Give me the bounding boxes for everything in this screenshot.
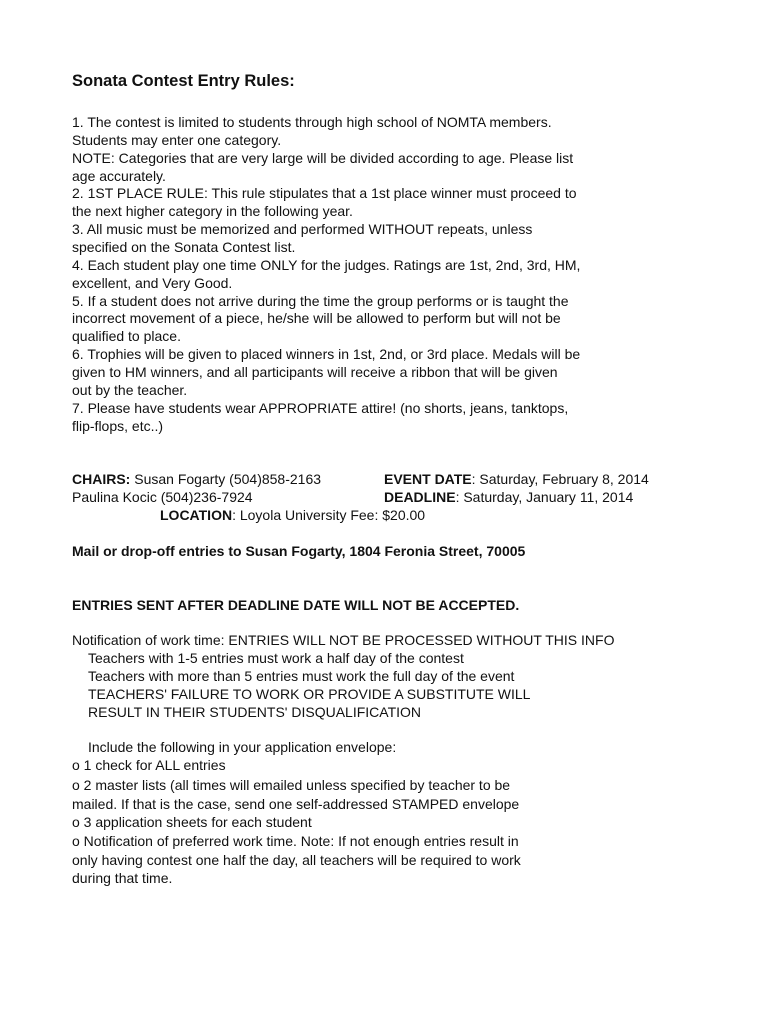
notification-line: TEACHERS' FAILURE TO WORK OR PROVIDE A SUBSTITUTE WILL: [88, 686, 531, 702]
envelope-intro: Include the following in your application envelope:: [88, 739, 397, 755]
rule-line: given to HM winners, and all participants will receive a ribbon that will be given: [72, 364, 558, 380]
rule-line: 6. Trophies will be given to placed winners in 1st, 2nd, or 3rd place. Medals will be: [72, 346, 581, 362]
notification-line: RESULT IN THEIR STUDENTS' DISQUALIFICATION: [88, 704, 422, 720]
rule-line: 4. Each student play one time ONLY for the judges. Ratings are 1st, 2nd, 3rd, HM,: [72, 257, 581, 273]
location-value: : Loyola University Fee: $20.00: [232, 507, 426, 523]
rule-line: the next higher category in the following year.: [72, 203, 353, 219]
envelope-item: o Notification of preferred work time. Note: If not enough entries result in: [72, 833, 519, 849]
page-title: Sonata Contest Entry Rules:: [72, 72, 295, 90]
deadline-line: [384, 488, 633, 506]
envelope-item: mailed. If that is the case, send one self-addressed STAMPED envelope: [72, 796, 520, 812]
rule-line: Students may enter one category.: [72, 132, 282, 148]
rule-line: 5. If a student does not arrive during the time the group performs or is taught the: [72, 293, 569, 309]
rule-line: incorrect movement of a piece, he/she will be allowed to perform but will not be: [72, 310, 561, 326]
chairs-line-1: [72, 470, 321, 488]
envelope-item: o 3 application sheets for each student: [72, 814, 312, 830]
deadline-warning: ENTRIES SENT AFTER DEADLINE DATE WILL NOT BE ACCEPTED.: [72, 597, 520, 613]
rule-line: 3. All music must be memorized and performed WITHOUT repeats, unless: [72, 221, 533, 237]
notification-heading: Notification of work time: ENTRIES WILL NOT BE PROCESSED WITHOUT THIS INFO: [72, 632, 615, 648]
rule-line: specified on the Sonata Contest list.: [72, 239, 296, 255]
envelope-item: during that time.: [72, 870, 173, 886]
notification-line: Teachers with more than 5 entries must work the full day of the event: [88, 668, 515, 684]
rule-line: excellent, and Very Good.: [72, 275, 233, 291]
envelope-item: o 2 master lists (all times will emailed unless specified by teacher to be: [72, 777, 511, 793]
rule-line: 2. 1ST PLACE RULE: This rule stipulates that a 1st place winner must proceed to: [72, 185, 577, 201]
chair-1: Susan Fogarty (504)858-2163: [130, 471, 322, 487]
chair-2: Paulina Kocic (504)236-7924: [72, 489, 253, 505]
deadline-label: DEADLINE: [384, 489, 456, 505]
rule-line: 1. The contest is limited to students through high school of NOMTA members.: [72, 114, 552, 130]
location-label: LOCATION: [160, 507, 233, 523]
event-date-value: : Saturday, February 8, 2014: [471, 471, 649, 487]
envelope-item: only having contest one half the day, all teachers will be required to work: [72, 852, 521, 868]
mail-instructions: Mail or drop-off entries to Susan Fogarty, 1804 Feronia Street, 70005: [72, 543, 526, 559]
location-line: [160, 506, 425, 524]
rule-line: out by the teacher.: [72, 382, 188, 398]
rule-line: qualified to place.: [72, 328, 181, 344]
chairs-label: CHAIRS:: [72, 471, 131, 487]
event-date-label: EVENT DATE: [384, 471, 472, 487]
rule-line: flip-flops, etc..): [72, 418, 164, 434]
rule-line: 7. Please have students wear APPROPRIATE attire! (no shorts, jeans, tanktops,: [72, 400, 569, 416]
envelope-item: o 1 check for ALL entries: [72, 757, 226, 773]
notification-line: Teachers with 1-5 entries must work a half day of the contest: [88, 650, 464, 666]
event-date-line: [384, 470, 649, 488]
deadline-value: : Saturday, January 11, 2014: [455, 489, 634, 505]
rule-line: NOTE: Categories that are very large will be divided according to age. Please list: [72, 150, 574, 166]
rule-line: age accurately.: [72, 168, 166, 184]
